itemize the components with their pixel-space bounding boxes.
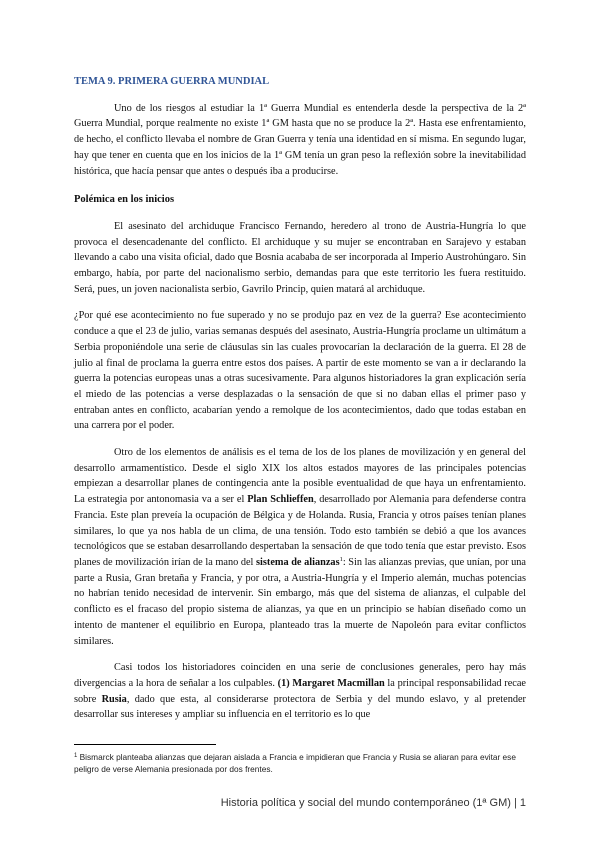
- document-body: [74, 74, 526, 723]
- paragraph-ultimatum: ¿Por qué ese acontecimiento no fue superado y no se produjo paz en vez de la guerra? Ese acontecimiento conduce a que el 23 de julio, varias semanas después del asesinato, Austria-Hungría proclame un ultimátum a Serbia proponiéndole una serie de cláusulas sin las cuales provocarían la declaración de la guerra. El 28 de julio al final de proclama la guerra entre estos dos países. A partir de este momento se van a ir declarando la guerra la potencias europeas unas a otras sucesivamente. Para algunos historiadores la gran explicación sería el miedo de las potencias a verse desplazadas o la sensación de que si no daban ellas el primer paso y entraban antes en conflicto, acabarían yendo a remolque de los acontecimientos, dado que todas estaban en una carrera por el poder.: [74, 310, 526, 432]
- bold-term-plan-schlieffen: Plan Schlieffen: [247, 494, 314, 506]
- paragraph-text: Casi todos los historiadores coinciden en una serie de conclusiones generales, pero hay más divergencias a la hora de señalar a los culpables.: [74, 662, 526, 689]
- paragraph-text: la principal responsabilidad recae sobre: [74, 677, 526, 705]
- footnote-reference[interactable]: 1: [339, 555, 343, 563]
- page-title: TEMA 9. PRIMERA GUERRA MUNDIAL: [74, 76, 270, 87]
- bold-term-alliance-system: sistema de alianzas: [256, 556, 340, 568]
- footnote-mark: 1: [74, 753, 78, 759]
- footnote-text: Bismarck planteaba alianzas que dejaran aislada a Francia e impidieran que Francia y Rusia se aliaran para evitar ese peligro de verse Alemania presionada por dos frentes.: [74, 752, 516, 775]
- paragraph-text: : Sin las alianzas previas, que unían, por una parte a Rusia, Gran bretaña y Francia, y por otra, a Austria-Hungría y el Imperio alemán, muchas potencias no habrían tenido necesidad de intervenir. Sin embargo, más que del sistema de alianzas, el culpable del conflicto es el fracaso del propio sistema de alianzas, ya que en un principio se habían diseñado como un intento de mantener el equilibrio en Europa, planteado tras la muerte de Napoleón para evitar conflictos similares.: [74, 556, 526, 647]
- paragraph-mobilization: [74, 445, 526, 649]
- page-footer: Historia política y social del mundo contemporáneo (1ª GM) | 1: [220, 797, 526, 809]
- paragraph-historians: [74, 660, 526, 723]
- intro-paragraph: Uno de los riesgos al estudiar la 1ª Guerra Mundial es entenderla desde la perspectiva de la 2ª Guerra Mundial, porque realmente no existe 1ª GM hasta que no se produce la 2ª. Hasta ese enfrentamiento, de hecho, el conflicto llevaba el nombre de Gran Guerra y tenía una identidad en sí misma. En segundo lugar, hay que tener en cuenta que en los inicios de la 1ª GM tenía un gran peso la reflexión sobre la inevitabilidad histórica, que hacía pensar que antes o después iba a producirse.: [74, 102, 526, 177]
- paragraph-assassination: El asesinato del archiduque Francisco Fernando, heredero al trono de Austria-Hungría lo que provoca el desencadenante del conflicto. El archiduque y su mujer se encontraban en Sarajevo y estaban llevando a cabo una visita oficial, dado que Bosnia acababa de ser incorporada al Imperio Austrohúngaro. Sin embargo, había, por parte del nacionalismo serbio, demandas para que este territorio les fuera restituido. Será, pues, un joven nacionalista serbio, Gavrilo Princip, quien matará al archiduque.: [74, 220, 526, 295]
- section-heading: Polémica en los inicios: [74, 194, 175, 206]
- paragraph-text: Otro de los elementos de análisis es el tema de los de los planes de movilización y en general del desarrollo armamentístico. Desde el siglo XIX los altos estados mayores de las principales potencias empiezan a desarrollar planes de contingencia ante la posible eventualidad de que haya un enfrentamiento. La estrategia por antonomasia va a ser el: [74, 447, 526, 506]
- paragraph-text: , desarrollado por Alemania para defenderse contra Francia. Este plan preveía la ocupación de Bélgica y de Holanda. Rusia, Francia y otros países tenían planes similares, lo que ya nos habla de un clima, de una tensión. Todo esto también se debió a que los avances tecnológicos que se estaban desarrollando despertaban la sensación de que todo tenía que estar previsto. Esos planes de movilización irían de la mano del: [74, 494, 526, 568]
- bold-term-russia: Rusia: [101, 693, 127, 705]
- bold-term-macmillan: (1) Margaret Macmillan: [277, 677, 385, 689]
- footnote-divider: [74, 744, 216, 745]
- footnote: [74, 751, 526, 776]
- paragraph-text: , dado que esta, al considerarse protectora de Serbia y del mundo eslavo, y al pretender desarrollar sus intereses y ampliar su influencia en el territorio es lo que: [74, 693, 526, 721]
